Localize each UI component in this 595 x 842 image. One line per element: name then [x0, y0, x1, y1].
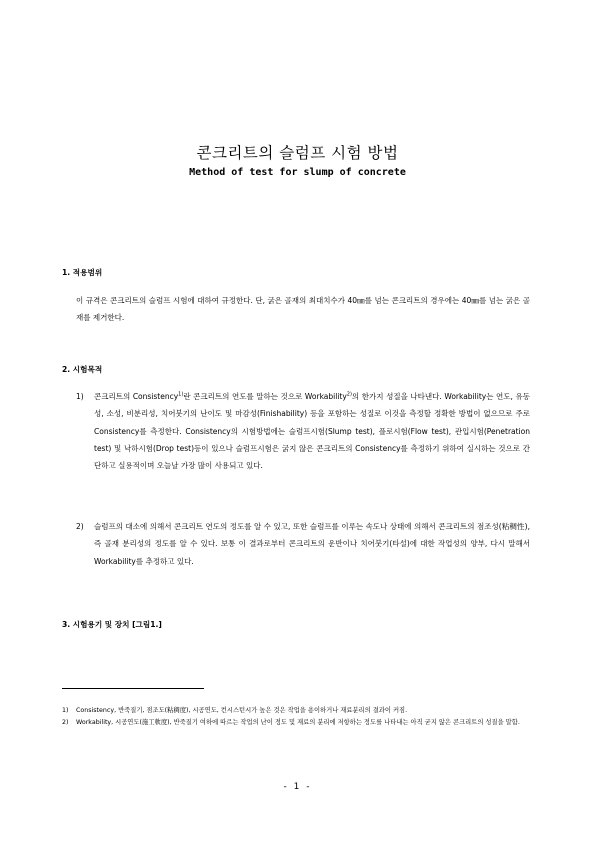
footnote-number: 2)	[62, 718, 69, 726]
section-paragraph-scope: 이 규격은 콘크리트의 슬럼프 시험에 대하여 규정한다. 단, 굵은 골재의 최대치수가 40㎜를 넘는 콘크리트의 경우에는 40㎜를 넘는 굵은 골재를 제거한다.	[76, 296, 530, 323]
footnotes	[62, 705, 536, 729]
footnote-divider	[62, 688, 204, 689]
list-item-number: 2)	[76, 522, 84, 531]
footnote-ref-1[interactable]: 1)	[178, 391, 184, 398]
document-title-english: Method of test for slump of concrete	[189, 167, 406, 178]
list-item-text: 슬럼프의 대소에 의해서 콘크리트 연도의 정도를 알 수 있고, 또한 슬럼프를 이루는 속도나 상태에 의해서 콘크리트의 점조성(粘稠性), 즉 골재 분리성의 정도를 알 수 있다. 보통 이 결과로부터 콘크리트의 운반이나 치어붓기(타설)에 대한 작업성의 양부, 다시 말해서 Workability를 추정하고 있다.	[94, 522, 530, 566]
document-title-korean: 콘크리트의 슬럼프 시험 방법	[196, 144, 399, 162]
footnote-text: Workability, 시공연도(施工軟度), 반죽질기 여하에 따르는 작업의 난이 정도 및 재료의 분리에 저항하는 정도를 나타내는 아직 굳지 않은 콘크리트의 성질을 말함.	[76, 718, 520, 726]
page-number: - 1 -	[283, 782, 312, 792]
list-item	[76, 518, 530, 570]
footnote-text: Consistency, 반죽질기, 점조도(粘稠度), 시공연도, 컨시스턴시가 높은 것은 작업을 용이하거나 재료분리의 결과이 커짐.	[76, 707, 408, 714]
footnote-item	[62, 705, 536, 717]
footnote-item	[62, 717, 536, 729]
list-item-text: 콘크리트의 Consistency$^{1)}$란 콘크리트의 연도를 말하는 것으로 Workability$^{2)}$의 한가지 성질을 나타낸다. Workability는 연도, 유동성, 소성, 비분리성, 치어붓기의 난이도 및 마감성(Finishability) 등을 포함하는 성질로 이것을 측정할 정확한 방법이 없으므로 주로 Consistency를 측정한다. Consistency의 시험방법에는 슬럼프시험(Slump test), 플로시험(Flow test), 관입시험(Penetration test) 및 낙하시험(Drop test)등이 있으나 슬럼프시험은 굵지 않은 콘크리트의 Consistency를 측정하기 위하여 실시하는 것으로 간단하고 실용적이며 오늘날 가장 많이 사용되고 있다.	[94, 391, 530, 471]
footnote-ref-2[interactable]: 2)	[346, 391, 352, 398]
list-item-number: 1)	[76, 392, 84, 401]
section-heading-apparatus: 3. 시험용기 및 장치 [그림1.]	[62, 620, 162, 629]
list-item	[76, 388, 530, 474]
section-heading-scope: 1. 적용범위	[62, 268, 103, 277]
footnote-number: 1)	[62, 707, 69, 714]
section-heading-purpose: 2. 시험목적	[62, 365, 103, 374]
